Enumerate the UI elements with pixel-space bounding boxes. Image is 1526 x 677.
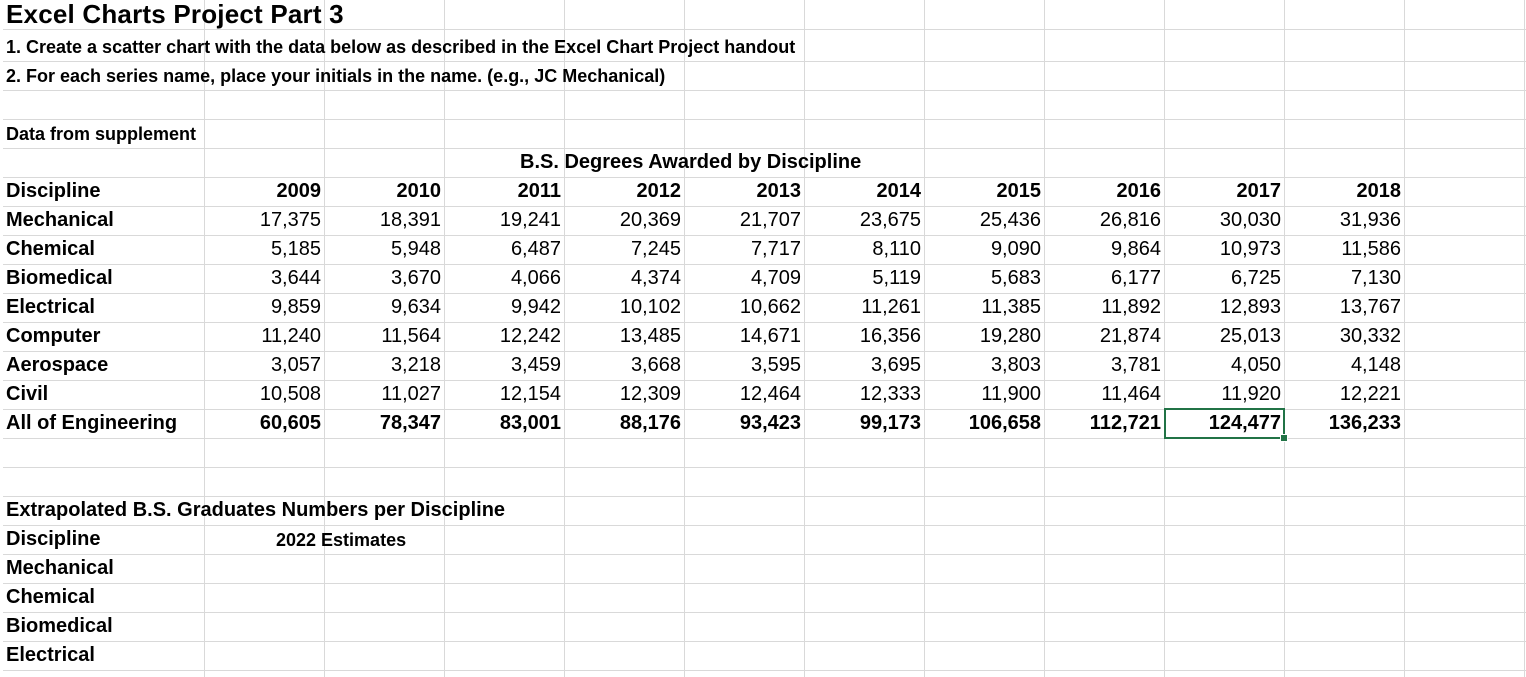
data-cell[interactable]: 3,695 <box>870 354 921 376</box>
data-cell[interactable]: 11,900 <box>981 383 1041 405</box>
data-cell[interactable]: 12,154 <box>499 383 561 405</box>
data-cell[interactable]: 17,375 <box>259 209 321 231</box>
data-cell[interactable]: 21,707 <box>739 209 801 231</box>
row-gridline <box>0 438 1526 439</box>
row-label[interactable]: Biomedical <box>6 267 113 289</box>
row-label[interactable]: Mechanical <box>6 209 114 231</box>
data-cell[interactable]: 5,948 <box>390 238 441 260</box>
data-cell[interactable]: 7,245 <box>630 238 681 260</box>
data-cell[interactable]: 12,309 <box>619 383 681 405</box>
data-cell[interactable]: 112,721 <box>1089 412 1161 434</box>
header-year-2010[interactable]: 2010 <box>396 180 441 202</box>
data-cell[interactable]: 3,218 <box>390 354 441 376</box>
data-cell[interactable]: 30,030 <box>1219 209 1281 231</box>
data-cell[interactable]: 6,487 <box>510 238 561 260</box>
data-cell[interactable]: 13,485 <box>619 325 681 347</box>
data-cell[interactable]: 25,013 <box>1219 325 1281 347</box>
data-cell[interactable]: 4,148 <box>1350 354 1401 376</box>
data-cell[interactable]: 7,717 <box>750 238 801 260</box>
data-cell[interactable]: 9,859 <box>270 296 321 318</box>
row-label[interactable]: Chemical <box>6 238 95 260</box>
header-year-2015[interactable]: 2015 <box>996 180 1041 202</box>
row-label[interactable]: Aerospace <box>6 354 109 376</box>
left-border <box>0 0 3 677</box>
data-cell[interactable]: 83,001 <box>499 412 561 434</box>
data-cell[interactable]: 23,675 <box>859 209 921 231</box>
column-gridline <box>1404 0 1405 677</box>
data-cell[interactable]: 11,027 <box>381 383 441 405</box>
data-cell[interactable]: 93,423 <box>739 412 801 434</box>
data-cell[interactable]: 11,261 <box>861 296 921 318</box>
data-cell[interactable]: 136,233 <box>1328 412 1401 434</box>
source-label[interactable]: Data from supplement <box>6 124 197 144</box>
fill-handle[interactable] <box>1280 434 1288 442</box>
row-gridline <box>0 583 1526 584</box>
row-label[interactable]: All of Engineering <box>6 412 178 434</box>
data-cell[interactable]: 124,477 <box>1208 412 1281 434</box>
data-cell[interactable]: 10,973 <box>1219 238 1281 260</box>
data-cell[interactable]: 12,221 <box>1339 383 1401 405</box>
row-gridline <box>0 525 1526 526</box>
header-year-2018[interactable]: 2018 <box>1356 180 1401 202</box>
data-cell[interactable]: 18,391 <box>379 209 441 231</box>
data-cell[interactable]: 11,920 <box>1221 383 1281 405</box>
data-cell[interactable]: 12,464 <box>739 383 801 405</box>
data-cell[interactable]: 8,110 <box>872 238 921 260</box>
data-cell[interactable]: 3,057 <box>270 354 321 376</box>
data-cell[interactable]: 4,066 <box>510 267 561 289</box>
data-cell[interactable]: 11,464 <box>1101 383 1161 405</box>
data-cell[interactable]: 11,586 <box>1341 238 1401 260</box>
data-cell[interactable]: 6,177 <box>1110 267 1161 289</box>
sheet-title[interactable]: Excel Charts Project Part 3 <box>6 0 344 29</box>
data-cell[interactable]: 3,670 <box>390 267 441 289</box>
data-cell[interactable]: 26,816 <box>1099 209 1161 231</box>
instruction-2[interactable]: 2. For each series name, place your initials in the name. (e.g., JC Mechanical) <box>6 66 666 86</box>
data-cell[interactable]: 25,436 <box>979 209 1041 231</box>
row-gridline <box>0 612 1526 613</box>
data-cell[interactable]: 3,781 <box>1110 354 1161 376</box>
header-discipline[interactable]: Discipline <box>6 180 101 202</box>
row-gridline <box>0 554 1526 555</box>
data-cell[interactable]: 106,658 <box>968 412 1041 434</box>
data-cell[interactable]: 31,936 <box>1339 209 1401 231</box>
data-cell[interactable]: 11,385 <box>981 296 1041 318</box>
data-cell[interactable]: 12,893 <box>1219 296 1281 318</box>
selected-cell[interactable] <box>1164 408 1285 439</box>
data-cell[interactable]: 9,864 <box>1110 238 1161 260</box>
data-cell[interactable]: 4,374 <box>630 267 681 289</box>
data-cell[interactable]: 7,130 <box>1350 267 1401 289</box>
header-year-2009[interactable]: 2009 <box>276 180 321 202</box>
header-year-2011[interactable]: 2011 <box>517 180 561 202</box>
data-cell[interactable]: 13,767 <box>1339 296 1401 318</box>
data-cell[interactable]: 5,119 <box>872 267 921 289</box>
estimates-label[interactable]: 2022 Estimates <box>276 530 407 550</box>
data-cell[interactable]: 30,332 <box>1339 325 1401 347</box>
data-cell[interactable]: 19,280 <box>979 325 1041 347</box>
row-gridline <box>0 670 1526 671</box>
row-gridline <box>0 119 1526 120</box>
data-cell[interactable]: 99,173 <box>859 412 921 434</box>
header-year-2017[interactable]: 2017 <box>1236 180 1281 202</box>
column-gridline <box>1524 0 1525 677</box>
extrapolated-item[interactable]: Biomedical <box>6 615 113 637</box>
extrapolated-item[interactable]: Electrical <box>6 644 95 666</box>
data-cell[interactable]: 9,942 <box>510 296 561 318</box>
data-cell[interactable]: 3,644 <box>270 267 321 289</box>
data-cell[interactable]: 78,347 <box>379 412 441 434</box>
row-label[interactable]: Computer <box>6 325 101 347</box>
data-cell[interactable]: 10,508 <box>259 383 321 405</box>
data-cell[interactable]: 9,090 <box>990 238 1041 260</box>
extrapolated-title[interactable]: Extrapolated B.S. Graduates Numbers per Discipline <box>6 499 506 521</box>
data-cell[interactable]: 5,185 <box>270 238 321 260</box>
data-cell[interactable]: 9,634 <box>390 296 441 318</box>
data-cell[interactable]: 12,333 <box>859 383 921 405</box>
table-title[interactable]: B.S. Degrees Awarded by Discipline <box>520 151 862 173</box>
data-cell[interactable]: 11,240 <box>261 325 321 347</box>
data-cell[interactable]: 10,662 <box>739 296 801 318</box>
extrapolated-header-discipline[interactable]: Discipline <box>6 528 101 550</box>
data-cell[interactable]: 21,874 <box>1099 325 1161 347</box>
data-cell[interactable]: 14,671 <box>739 325 801 347</box>
data-cell[interactable]: 60,605 <box>259 412 321 434</box>
header-year-2016[interactable]: 2016 <box>1116 180 1161 202</box>
data-cell[interactable]: 4,709 <box>750 267 801 289</box>
header-year-2013[interactable]: 2013 <box>756 180 801 202</box>
data-cell[interactable]: 3,668 <box>630 354 681 376</box>
data-cell[interactable]: 11,892 <box>1101 296 1161 318</box>
header-year-2012[interactable]: 2012 <box>636 180 681 202</box>
header-year-2014[interactable]: 2014 <box>876 180 921 202</box>
data-cell[interactable]: 5,683 <box>990 267 1041 289</box>
row-label[interactable]: Civil <box>6 383 49 405</box>
extrapolated-item[interactable]: Mechanical <box>6 557 114 579</box>
data-cell[interactable]: 11,564 <box>381 325 441 347</box>
data-cell[interactable]: 3,459 <box>510 354 561 376</box>
data-cell[interactable]: 20,369 <box>619 209 681 231</box>
instruction-1[interactable]: 1. Create a scatter chart with the data below as described in the Excel Chart Project handout <box>6 37 796 57</box>
data-cell[interactable]: 19,241 <box>499 209 561 231</box>
data-cell[interactable]: 4,050 <box>1230 354 1281 376</box>
data-cell[interactable]: 3,803 <box>990 354 1041 376</box>
data-cell[interactable]: 88,176 <box>619 412 681 434</box>
extrapolated-item[interactable]: Chemical <box>6 586 95 608</box>
row-label[interactable]: Electrical <box>6 296 95 318</box>
data-cell[interactable]: 10,102 <box>619 296 681 318</box>
data-cell[interactable]: 16,356 <box>859 325 921 347</box>
data-cell[interactable]: 12,242 <box>499 325 561 347</box>
data-cell[interactable]: 3,595 <box>750 354 801 376</box>
row-gridline <box>0 641 1526 642</box>
data-cell[interactable]: 6,725 <box>1230 267 1281 289</box>
row-gridline <box>0 29 1526 30</box>
row-gridline <box>0 467 1526 468</box>
